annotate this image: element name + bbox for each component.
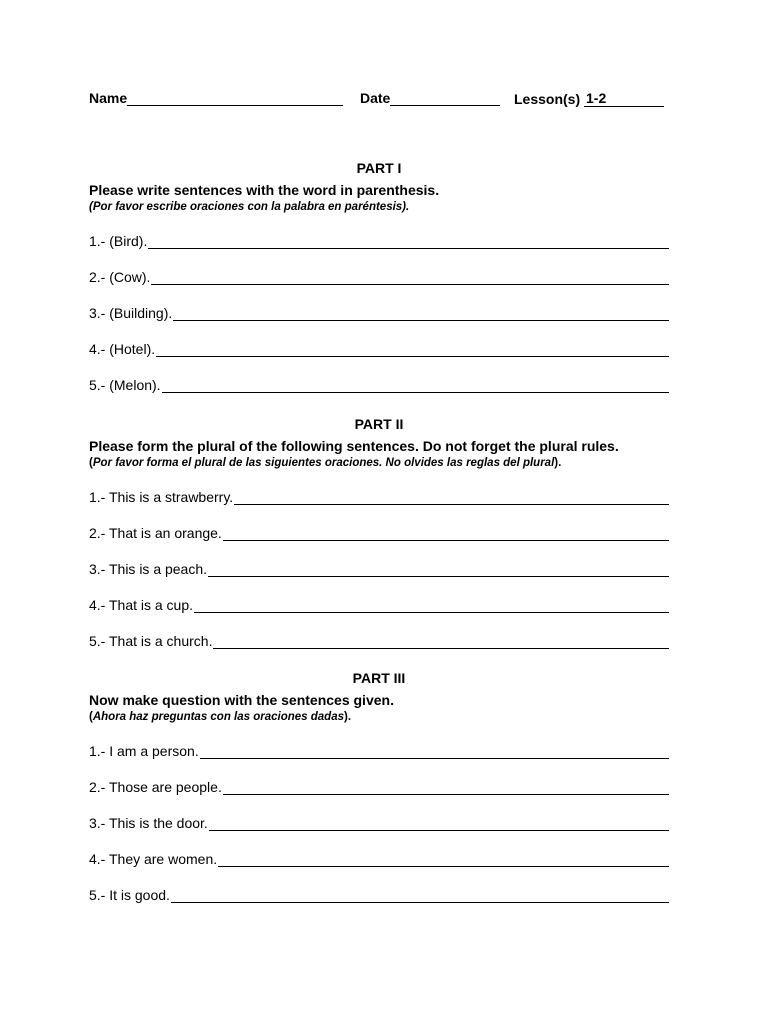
exercise-prompt: 3.- This is the door. [89, 815, 208, 831]
exercise-item[interactable] [89, 885, 669, 903]
date-label: Date [360, 90, 391, 106]
part-instruction: Please write sentences with the word in parenthesis. [89, 182, 440, 198]
exercise-prompt: 5.- It is good. [89, 887, 170, 903]
name-field[interactable] [89, 90, 343, 106]
date-field[interactable] [360, 90, 500, 106]
exercise-item[interactable] [89, 741, 669, 759]
answer-line[interactable] [223, 779, 669, 795]
exercise-prompt: 1.- (Bird). [89, 233, 148, 249]
part-title: PART I [356, 160, 402, 176]
name-blank-line[interactable] [127, 90, 343, 106]
answer-line[interactable] [213, 633, 669, 649]
exercise-prompt: 3.- This is a peach. [89, 561, 208, 577]
exercise-item[interactable] [89, 849, 669, 867]
part-2-section [89, 415, 669, 667]
answer-line[interactable] [151, 269, 669, 285]
answer-line[interactable] [234, 489, 669, 505]
part-instruction: Now make question with the sentences given. [89, 692, 394, 708]
exercise-item[interactable] [89, 631, 669, 649]
exercise-prompt: 1.- This is a strawberry. [89, 489, 234, 505]
exercise-prompt: 2.- (Cow). [89, 269, 151, 285]
part-title: PART II [354, 416, 404, 432]
answer-line[interactable] [156, 341, 669, 357]
exercise-item[interactable] [89, 813, 669, 831]
answer-line[interactable] [173, 305, 669, 321]
part-translation: (Por favor forma el plural de las siguientes oraciones. No olvides las reglas del plural). [89, 457, 562, 469]
answer-line[interactable] [223, 525, 669, 541]
part-translation: (Ahora haz preguntas con las oraciones dadas). [89, 711, 352, 723]
part-instruction: Please form the plural of the following sentences. Do not forget the plural rules. [89, 438, 619, 454]
part-translation: (Por favor escribe oraciones con la palabra en paréntesis). [89, 201, 410, 213]
exercise-item[interactable] [89, 523, 669, 541]
exercise-item[interactable] [89, 267, 669, 285]
answer-line[interactable] [209, 815, 669, 831]
answer-line[interactable] [218, 851, 669, 867]
name-label: Name [89, 90, 128, 106]
answer-line[interactable] [162, 377, 669, 393]
answer-line[interactable] [194, 597, 669, 613]
answer-line[interactable] [208, 561, 669, 577]
exercise-item[interactable] [89, 303, 669, 321]
exercise-item[interactable] [89, 487, 669, 505]
part-title: PART III [352, 670, 406, 686]
exercise-prompt: 5.- (Melon). [89, 377, 161, 393]
exercise-item[interactable] [89, 595, 669, 613]
exercise-item[interactable] [89, 559, 669, 577]
exercise-prompt: 5.- That is a church. [89, 633, 213, 649]
answer-line[interactable] [148, 233, 669, 249]
lesson-field [514, 90, 664, 107]
exercise-item[interactable] [89, 375, 669, 393]
exercise-item[interactable] [89, 777, 669, 795]
part-1-section [89, 159, 669, 411]
exercise-prompt: 2.- That is an orange. [89, 525, 222, 541]
exercise-prompt: 1.- I am a person. [89, 743, 199, 759]
date-blank-line[interactable] [390, 90, 500, 106]
exercise-prompt: 3.- (Building). [89, 305, 173, 321]
exercise-item[interactable] [89, 339, 669, 357]
lesson-label: Lesson(s) [514, 91, 581, 107]
exercise-prompt: 4.- They are women. [89, 851, 218, 867]
part-3-section [89, 669, 669, 921]
exercise-prompt: 4.- That is a cup. [89, 597, 194, 613]
worksheet-header [89, 90, 669, 112]
exercise-prompt: 4.- (Hotel). [89, 341, 156, 357]
exercise-item[interactable] [89, 231, 669, 249]
lesson-value: 1-2 [584, 90, 664, 107]
answer-line[interactable] [171, 887, 669, 903]
exercise-prompt: 2.- Those are people. [89, 779, 222, 795]
answer-line[interactable] [200, 743, 669, 759]
